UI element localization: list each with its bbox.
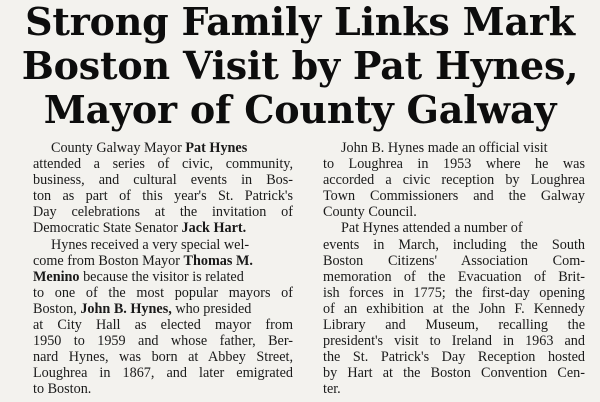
text-line: [33, 140, 293, 156]
person-name: Pat Hynes: [185, 140, 248, 156]
person-name: Jack Hart.: [181, 220, 247, 237]
text-line: accorded a civic reception by Loughrea: [323, 172, 585, 189]
text-line: Loughrea in 1867, and later emigrated: [33, 365, 293, 382]
text-run: Boston,: [33, 300, 81, 317]
text-line: business, and cultural events in Bos-: [33, 172, 293, 189]
text-run: because the visitor is related: [79, 268, 244, 285]
person-name: John B. Hynes,: [80, 300, 172, 317]
text-line: County Council.: [323, 204, 417, 221]
text-run: come from Boston Mayor: [33, 252, 184, 269]
text-line: ton as part of this year's St. Patrick's: [33, 188, 293, 205]
text-line: [33, 301, 293, 317]
text-line: Town Commissioners and the Galway: [323, 188, 585, 205]
text-run: County Galway Mayor: [51, 140, 186, 156]
text-line: [33, 253, 293, 269]
text-line: attended a series of civic, community,: [33, 156, 293, 173]
text-run: who presided: [171, 300, 252, 317]
text-line: Hynes received a very special wel-: [51, 236, 250, 253]
article-column-left: [33, 140, 293, 398]
text-run: Democratic State Senator: [33, 220, 182, 237]
text-line: of an exhibition at the John F. Kennedy: [323, 300, 585, 317]
article-column-right: [323, 140, 585, 398]
person-name: Thomas M.: [183, 252, 253, 269]
text-line: memoration of the Evacuation of Brit-: [323, 268, 585, 285]
text-line: to Boston.: [33, 381, 92, 398]
text-line: president's visit to Ireland in 1963 and: [323, 333, 585, 350]
text-line: to one of the most popular mayors of: [33, 284, 293, 301]
text-line: by Hart at the Boston Convention Cen-: [323, 365, 585, 382]
text-line: Pat Hynes attended a number of: [341, 220, 523, 237]
text-line: Boston Citizens' Association Com-: [323, 252, 585, 269]
text-line: ter.: [323, 381, 341, 398]
text-line: at City Hall as elected mayor from: [33, 317, 293, 334]
text-line: John B. Hynes made an official visit: [341, 140, 548, 156]
headline-line-2: Boston Visit by Pat Hynes,: [21, 43, 579, 88]
headline-line-3: Mayor of County Galway: [43, 87, 557, 132]
text-line: [33, 220, 293, 236]
headline-line-1: Strong Family Links Mark: [25, 0, 575, 44]
text-line: Day celebrations at the invitation of: [33, 204, 293, 221]
text-line: events in March, including the South: [323, 236, 585, 253]
text-line: the St. Patrick's Day Reception hosted: [323, 349, 585, 366]
text-line: nard Hynes, was born at Abbey Street,: [33, 349, 293, 366]
text-line: ish forces in 1775; the first-day opening: [323, 284, 585, 301]
text-line: 1950 to 1959 and whose father, Ber-: [33, 333, 293, 350]
text-line: Library and Museum, recalling the: [323, 317, 585, 334]
text-line: [33, 269, 293, 285]
text-line: to Loughrea in 1953 where he was: [323, 156, 585, 173]
person-name: Menino: [33, 268, 80, 285]
